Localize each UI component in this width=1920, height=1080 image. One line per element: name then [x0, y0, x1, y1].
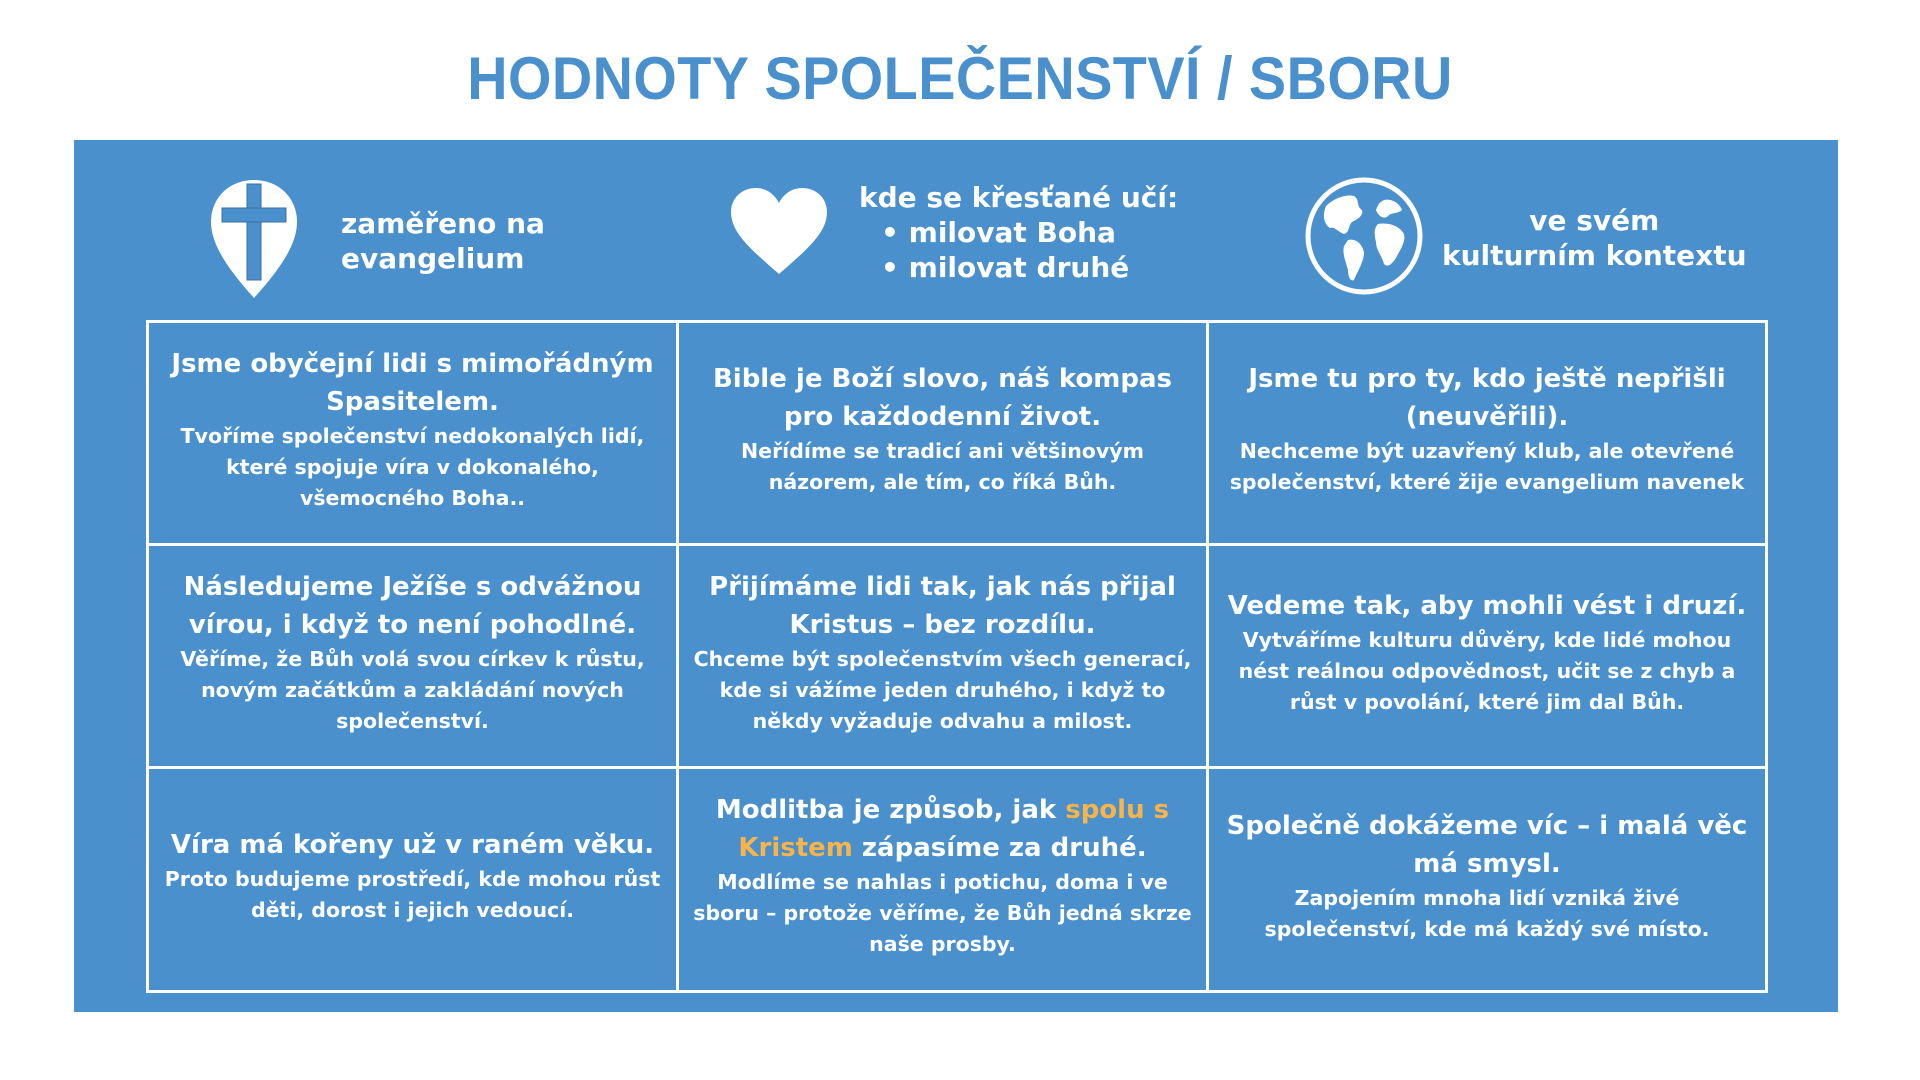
value-description: Neřídíme se tradicí ani většinovým názorem, ale tím, co říká Bůh.: [741, 439, 1144, 494]
value-cell: [679, 323, 1209, 546]
value-cell: [1209, 546, 1765, 769]
value-heading: Následujeme Ježíše s odvážnou vírou, i když to není pohodlné.: [183, 571, 642, 640]
value-description: Chceme být společenstvím všech generací, kde si vážíme jeden druhého, i když to někdy vyžaduje odvahu a milost.: [693, 646, 1192, 733]
value-description: Vytváříme kulturu důvěry, kde lidé mohou nést reálnou odpovědnost, učit se z chyb a růst v povolání, které jim dal Bůh.: [1238, 627, 1736, 714]
value-description: Nechceme být uzavřený klub, ale otevřené společenství, které žije evangelium navenek: [1229, 439, 1745, 494]
feature-gospel: [209, 178, 545, 304]
globe-icon: [1304, 176, 1424, 300]
value-description: Tvoříme společenství nedokonalých lidí, které spojuje víra v dokonalého, všemocného Boha..: [180, 423, 645, 510]
value-cell: [149, 546, 679, 769]
value-heading: Společně dokážeme víc – i malá věc má smysl.: [1226, 810, 1748, 879]
value-heading: Vedeme tak, aby mohli vést i druzí.: [1227, 590, 1747, 621]
value-description: Modlíme se nahlas i potichu, doma i ve sboru – protože věříme, že Bůh jedná skrze naše prosby.: [693, 870, 1192, 956]
value-heading: Jsme tu pro ty, kdo ještě nepřišli (neuvěřili).: [1248, 364, 1726, 432]
value-cell: [679, 546, 1209, 769]
feature-love-heading: kde se křesťané učí:: [859, 181, 1179, 214]
value-cell: [149, 769, 679, 990]
feature-love-text: [859, 180, 1178, 285]
value-heading: Přijímáme lidi tak, jak nás přijal Kristus – bez rozdílu.: [709, 571, 1176, 640]
values-panel: [74, 140, 1838, 1012]
feature-culture: [1304, 176, 1747, 300]
feature-culture-text: ve svém kulturním kontextu: [1442, 204, 1747, 272]
value-cell: [1209, 769, 1765, 990]
feature-love: [729, 180, 1178, 285]
bullet-item: • milovat druhé: [881, 251, 1130, 284]
value-heading: Jsme obyčejní lidi s mimořádným Spasitelem.: [171, 348, 654, 417]
value-description: Zapojením mnoha lidí vzniká živé společenství, kde má každý své místo.: [1264, 885, 1710, 941]
page-title: HODNOTY SPOLEČENSTVÍ / SBORU: [467, 45, 1453, 112]
value-cell: [1209, 323, 1765, 546]
highlighted-text: spolu s Kristem: [738, 795, 1170, 863]
value-description: Proto budujeme prostředí, kde mohou růst děti, dorost i jejich vedoucí.: [164, 866, 661, 922]
heart-icon: [729, 186, 829, 280]
value-cell: [679, 769, 1209, 990]
cross-pin-icon: [209, 178, 299, 304]
bullet-item: • milovat Boha: [881, 216, 1116, 249]
value-heading: Víra má kořeny už v raném věku.: [170, 829, 655, 860]
value-heading: Bible je Boží slovo, náš kompas pro každodenní život.: [712, 364, 1173, 432]
values-grid: [146, 320, 1768, 993]
feature-gospel-text: zaměřeno na evangelium: [341, 207, 545, 275]
value-description: Věříme, že Bůh volá svou církev k růstu, novým začátkům a zakládání nových společenství.: [180, 646, 645, 733]
value-heading: Modlitba je způsob, jak spolu s Kristem zápasíme za druhé.: [715, 795, 1170, 863]
value-cell: [149, 323, 679, 546]
